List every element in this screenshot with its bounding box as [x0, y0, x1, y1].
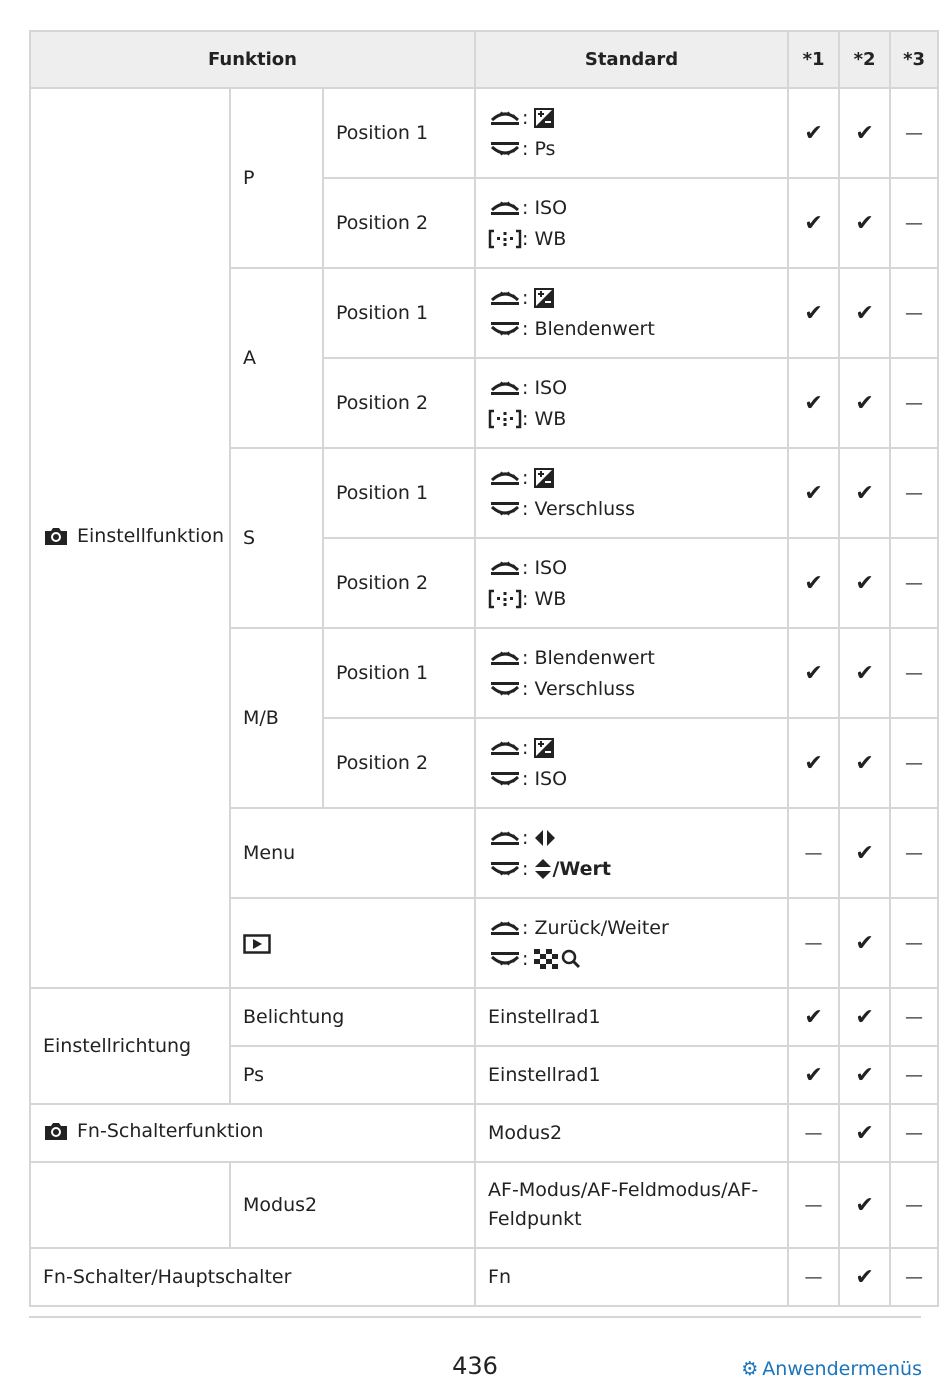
magnify-icon	[561, 949, 581, 969]
standard-cell: : ISO : WB	[475, 178, 788, 268]
dash-mark: —	[890, 178, 938, 268]
standard-cell: : : /Wert	[475, 808, 788, 898]
dash-mark: —	[788, 1104, 839, 1162]
dash-mark: —	[890, 718, 938, 808]
check-mark: ✔	[839, 628, 890, 718]
modus2-value: AF-Modus/AF-Feldmodus/AF-Feldpunkt	[475, 1162, 788, 1248]
standard-cell: : : Blendenwert	[475, 268, 788, 358]
table-row	[30, 1104, 938, 1162]
check-mark: ✔	[839, 178, 890, 268]
exposure-comp-icon	[534, 108, 554, 128]
check-mark: ✔	[839, 898, 890, 988]
footer-divider	[29, 1316, 921, 1318]
belichtung-label: Belichtung	[230, 988, 475, 1046]
rear-value: ISO	[534, 767, 568, 790]
menu-label: Menu	[230, 808, 475, 898]
belichtung-value: Einstellrad1	[475, 988, 788, 1046]
standard-cell: : Zurück/Weiter :	[475, 898, 788, 988]
front-dial-icon	[488, 468, 522, 488]
rear-dial-icon	[488, 679, 522, 699]
table-row	[30, 88, 938, 178]
rear-value: Verschluss	[534, 677, 635, 700]
front-dial-icon	[488, 738, 522, 758]
fn-switch-label: Fn-Schalterfunktion	[77, 1120, 264, 1142]
fn-main-value: Fn	[475, 1248, 788, 1306]
check-mark: ✔	[839, 88, 890, 178]
dash-mark: —	[890, 1046, 938, 1104]
check-mark: ✔	[788, 178, 839, 268]
check-mark: ✔	[839, 268, 890, 358]
custom-menu-link[interactable]	[741, 1358, 922, 1380]
col-header-1: *1	[788, 31, 839, 88]
check-mark: ✔	[788, 88, 839, 178]
dash-mark: —	[788, 1162, 839, 1248]
table-row	[30, 1248, 938, 1306]
camera-icon	[43, 1121, 69, 1141]
rear-value: WB	[534, 587, 567, 610]
dash-mark: —	[890, 1104, 938, 1162]
rear-value: Ps	[534, 137, 556, 160]
check-mark: ✔	[839, 358, 890, 448]
standard-cell: : Blendenwert : Verschluss	[475, 628, 788, 718]
menu-rear-value: /Wert	[552, 857, 611, 880]
col-header-funktion: Funktion	[30, 31, 475, 88]
position-label: Position 1	[323, 268, 475, 358]
front-dial-icon	[488, 198, 522, 218]
table-row	[30, 988, 938, 1046]
dash-mark: —	[890, 1162, 938, 1248]
dash-mark: —	[890, 988, 938, 1046]
custom-menu-link-label: Anwendermenüs	[762, 1358, 922, 1380]
dash-mark: —	[890, 628, 938, 718]
camera-group-cell	[30, 88, 230, 988]
check-mark: ✔	[839, 988, 890, 1046]
modus2-label: Modus2	[230, 1162, 475, 1248]
dash-mark: —	[890, 88, 938, 178]
check-mark: ✔	[788, 358, 839, 448]
dash-mark: —	[890, 358, 938, 448]
exposure-comp-icon	[534, 288, 554, 308]
position-label: Position 2	[323, 718, 475, 808]
playback-icon	[243, 934, 271, 954]
front-value: ISO	[534, 376, 568, 399]
dash-mark: —	[890, 268, 938, 358]
check-mark: ✔	[788, 538, 839, 628]
mode-s: S	[230, 448, 323, 628]
position-label: Position 2	[323, 178, 475, 268]
position-label: Position 1	[323, 448, 475, 538]
rear-dial-icon	[488, 319, 522, 339]
dash-mark: —	[788, 898, 839, 988]
rear-dial-icon	[488, 769, 522, 789]
rear-dial-icon	[488, 139, 522, 159]
header-row	[30, 31, 938, 88]
standard-cell: : : Verschluss	[475, 448, 788, 538]
check-mark: ✔	[839, 1046, 890, 1104]
check-mark: ✔	[788, 628, 839, 718]
dash-mark: —	[890, 538, 938, 628]
fn-lever-icon	[488, 589, 522, 609]
check-mark: ✔	[788, 718, 839, 808]
table-row	[30, 1162, 938, 1248]
standard-cell: : ISO : WB	[475, 358, 788, 448]
camera-group-label: Einstellfunktion	[77, 525, 225, 547]
fn-main-label: Fn-Schalter/Hauptschalter	[30, 1248, 475, 1306]
front-dial-icon	[488, 828, 522, 848]
mode-mb: M/B	[230, 628, 323, 808]
dash-mark: —	[890, 1248, 938, 1306]
page-number: 436	[452, 1352, 498, 1380]
settings-table	[29, 30, 939, 1307]
check-mark: ✔	[839, 1104, 890, 1162]
position-label: Position 2	[323, 538, 475, 628]
front-value: Blendenwert	[534, 646, 655, 669]
rear-dial-icon	[488, 499, 522, 519]
position-label: Position 1	[323, 88, 475, 178]
camera-icon	[43, 526, 69, 546]
fn-switch-value: Modus2	[475, 1104, 788, 1162]
empty-cell	[30, 1162, 230, 1248]
rear-value: WB	[534, 407, 567, 430]
rear-dial-icon	[488, 949, 522, 969]
index-view-icon	[534, 949, 558, 969]
check-mark: ✔	[839, 448, 890, 538]
rear-value: Blendenwert	[534, 317, 655, 340]
ps-label: Ps	[230, 1046, 475, 1104]
rear-value: Verschluss	[534, 497, 635, 520]
col-header-2: *2	[839, 31, 890, 88]
dash-mark: —	[890, 448, 938, 538]
exposure-comp-icon	[534, 738, 554, 758]
standard-cell: : ISO : WB	[475, 538, 788, 628]
check-mark: ✔	[788, 988, 839, 1046]
front-dial-icon	[488, 378, 522, 398]
front-dial-icon	[488, 108, 522, 128]
dash-mark: —	[788, 808, 839, 898]
check-mark: ✔	[839, 1162, 890, 1248]
mode-a: A	[230, 268, 323, 448]
position-label: Position 2	[323, 358, 475, 448]
front-value: ISO	[534, 556, 568, 579]
playback-cell	[230, 898, 475, 988]
up-down-arrows-icon	[534, 858, 552, 880]
direction-label: Einstellrichtung	[30, 988, 230, 1104]
dash-mark: —	[890, 898, 938, 988]
check-mark: ✔	[788, 1046, 839, 1104]
fn-lever-icon	[488, 229, 522, 249]
check-mark: ✔	[788, 448, 839, 538]
gear-icon: ⚙	[741, 1358, 759, 1380]
check-mark: ✔	[839, 538, 890, 628]
front-dial-icon	[488, 918, 522, 938]
fn-lever-icon	[488, 409, 522, 429]
standard-cell: : : ISO	[475, 718, 788, 808]
check-mark: ✔	[839, 718, 890, 808]
front-dial-icon	[488, 648, 522, 668]
ps-value: Einstellrad1	[475, 1046, 788, 1104]
front-dial-icon	[488, 558, 522, 578]
rear-value: WB	[534, 227, 567, 250]
front-value: Zurück/Weiter	[534, 916, 669, 939]
front-dial-icon	[488, 288, 522, 308]
dash-mark: —	[890, 808, 938, 898]
col-header-standard: Standard	[475, 31, 788, 88]
mode-p: P	[230, 88, 323, 268]
exposure-comp-icon	[534, 468, 554, 488]
standard-cell: : : Ps	[475, 88, 788, 178]
rear-dial-icon	[488, 859, 522, 879]
front-value: ISO	[534, 196, 568, 219]
fn-switch-cell	[30, 1104, 475, 1162]
position-label: Position 1	[323, 628, 475, 718]
left-right-arrows-icon	[534, 829, 556, 847]
col-header-3: *3	[890, 31, 938, 88]
check-mark: ✔	[839, 808, 890, 898]
dash-mark: —	[788, 1248, 839, 1306]
check-mark: ✔	[839, 1248, 890, 1306]
check-mark: ✔	[788, 268, 839, 358]
